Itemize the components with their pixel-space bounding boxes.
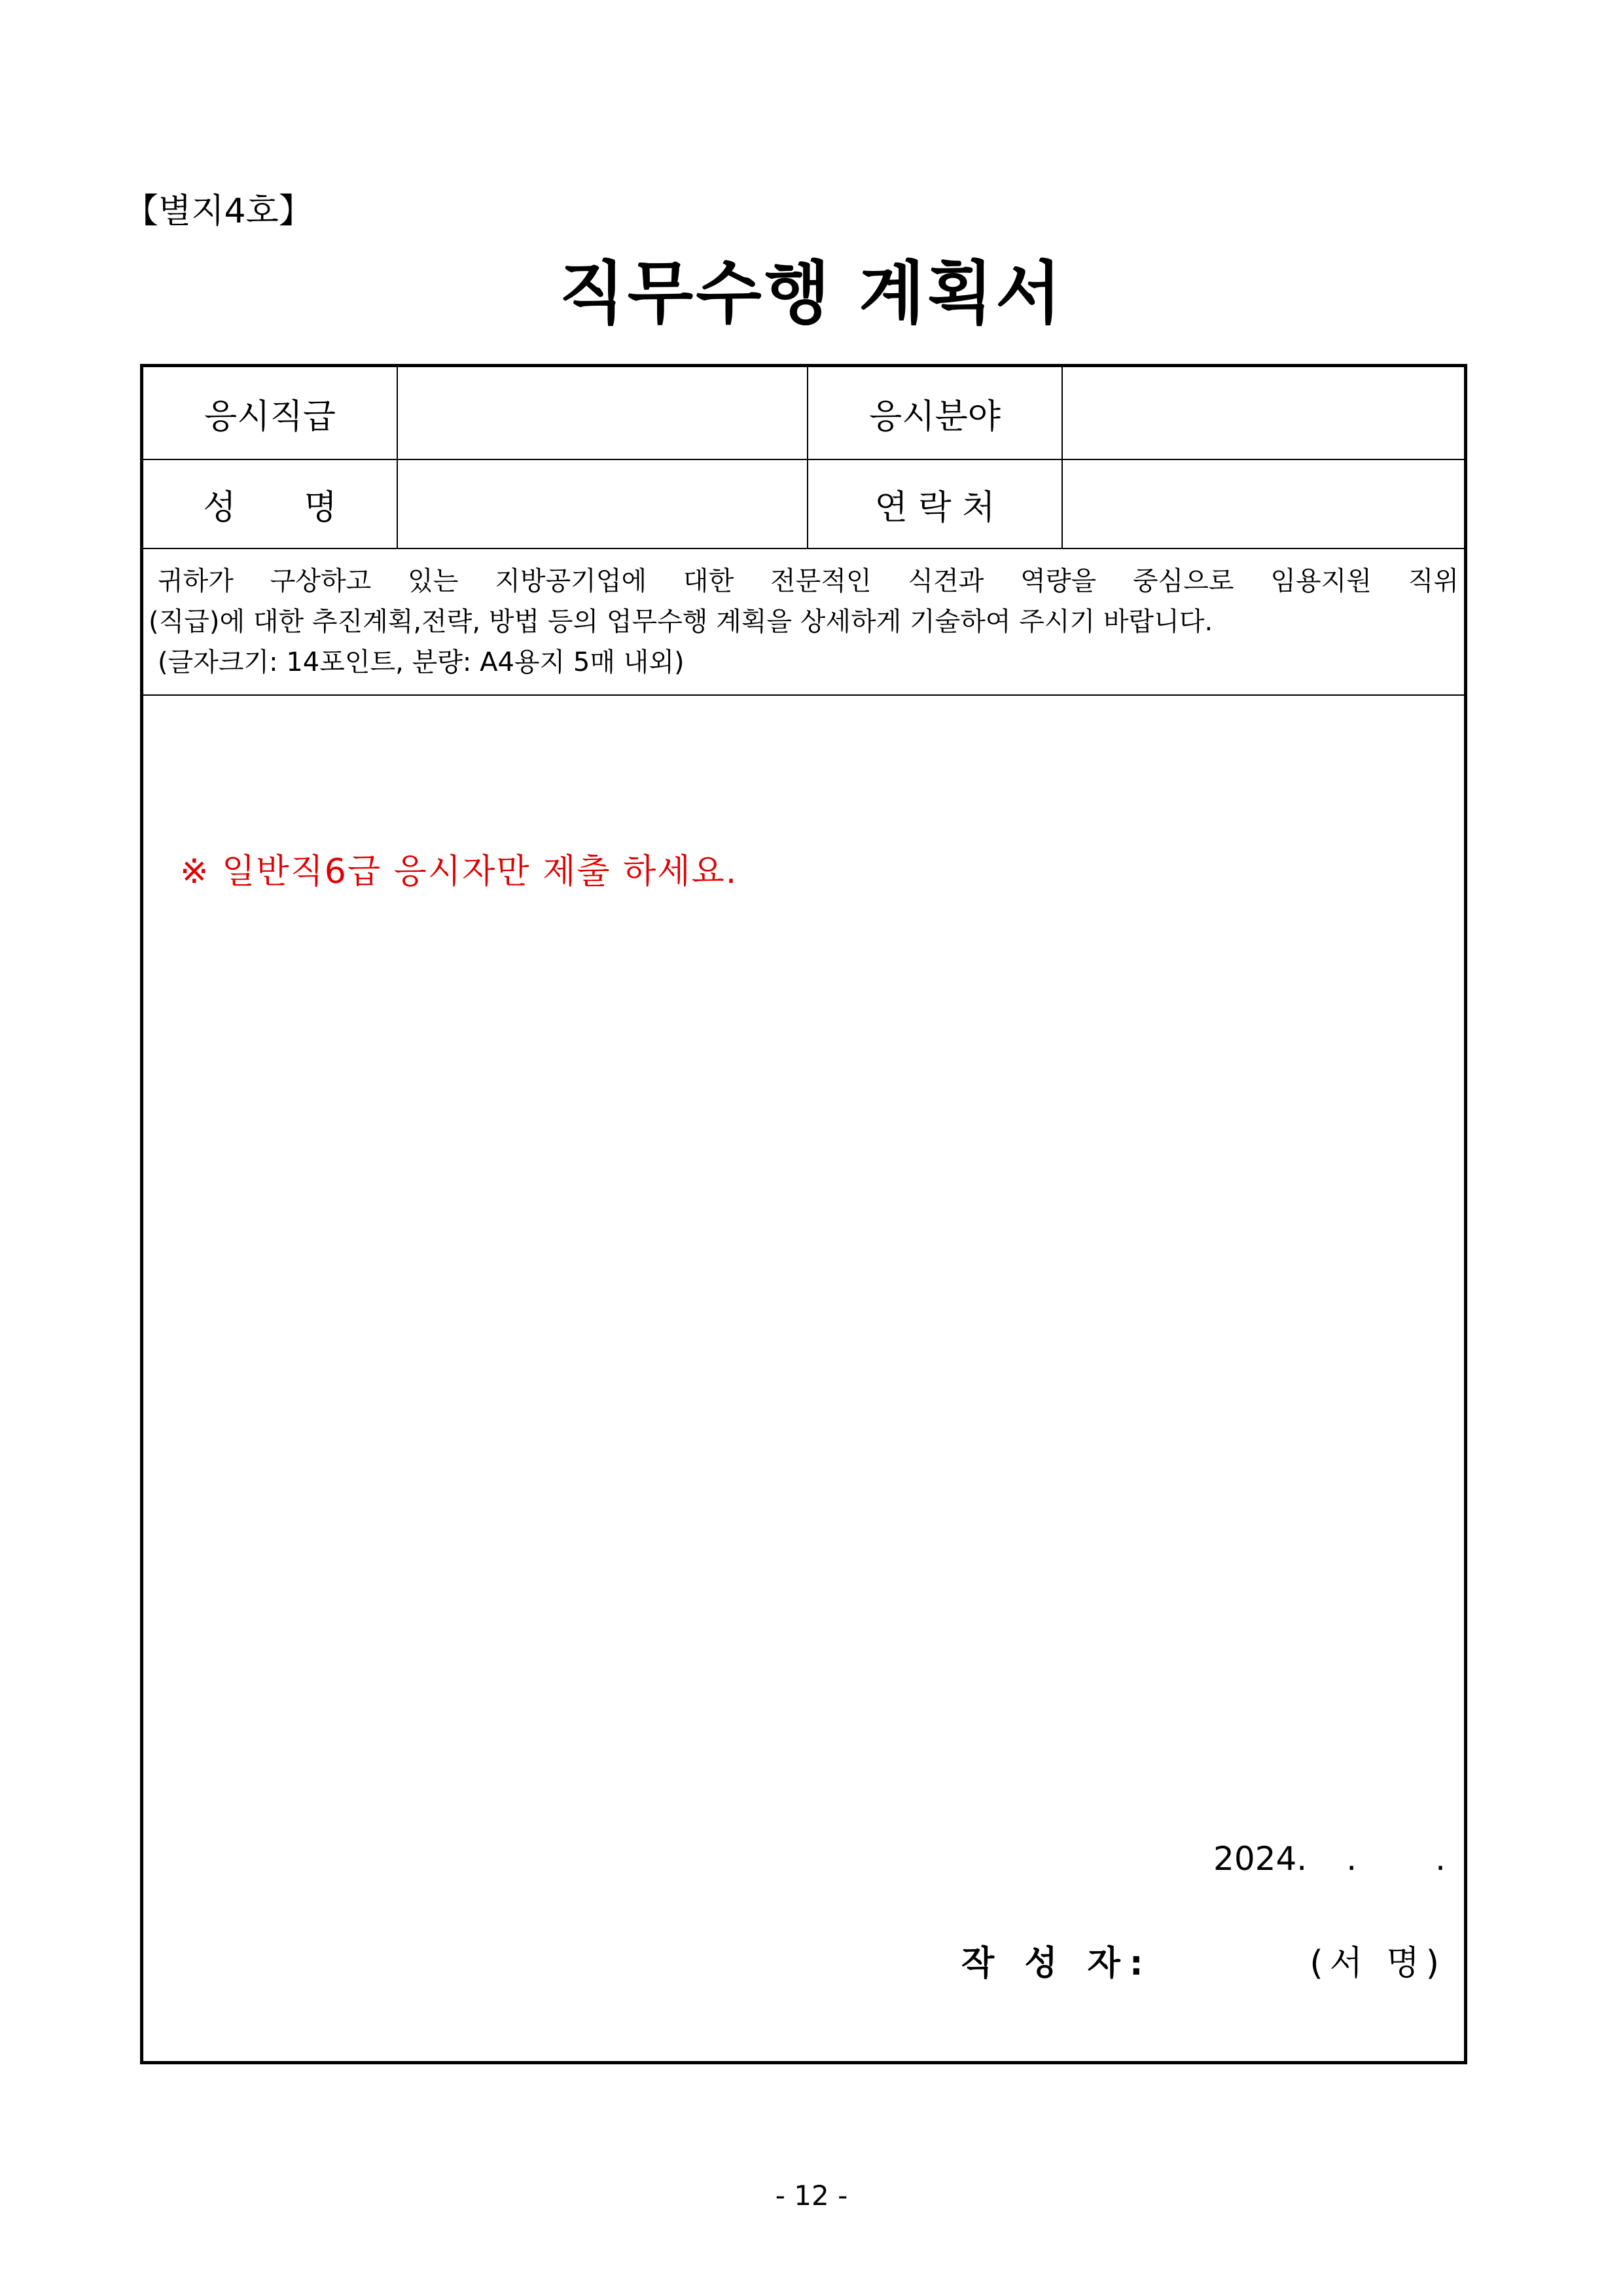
- document-title: 직무수행 계획서: [559, 253, 1064, 333]
- contact-label-cell: [808, 460, 1063, 548]
- instructions-line-3: (글자크기: 14포인트, 분량: A4용지 5매 내외): [158, 647, 685, 677]
- name-value[interactable]: [398, 460, 807, 548]
- author-label: 작 성 자:: [961, 1944, 1152, 1983]
- name-label-cell: [143, 460, 398, 548]
- page-number: - 12 -: [775, 2179, 848, 2212]
- submission-notice: ※ 일반직6급 응시자만 제출 하세요.: [180, 852, 738, 891]
- grade-value[interactable]: [398, 367, 807, 459]
- contact-input-cell[interactable]: [1063, 460, 1464, 548]
- form-row-name-contact: [143, 460, 1464, 549]
- annex-label: 【별지4호】: [124, 192, 313, 231]
- name-input-cell[interactable]: [398, 460, 808, 548]
- date-day-dot: .: [1435, 1840, 1446, 1878]
- grade-input-cell[interactable]: [398, 367, 808, 459]
- field-value[interactable]: [1063, 367, 1464, 459]
- contact-value[interactable]: [1063, 460, 1464, 548]
- name-label: 성 명: [203, 488, 337, 528]
- field-input-cell[interactable]: [1063, 367, 1464, 459]
- date-year: 2024.: [1213, 1840, 1308, 1878]
- grade-label: 응시직급: [204, 397, 336, 437]
- contact-label: 연 락 처: [874, 488, 995, 528]
- instructions-line-2: (직급)에 대한 추진계획,전략, 방법 등의 업무수행 계획을 상세하게 기술하여 주시기 바랍니다.: [149, 607, 1213, 637]
- date-line: [1213, 1840, 1446, 1878]
- date-month-dot: .: [1346, 1840, 1357, 1878]
- instructions-line-1: 귀하가 구상하고 있는 지방공기업에 대한 전문적인 식견과 역량을 중심으로 임용지원 직위: [158, 566, 1459, 596]
- instructions-block: [143, 549, 1464, 696]
- field-label-cell: [808, 367, 1063, 459]
- form-row-grade-field: [143, 367, 1464, 460]
- signature-label: (서 명): [1310, 1944, 1446, 1983]
- field-label: 응시분야: [869, 397, 1001, 437]
- application-form: [140, 364, 1467, 2064]
- grade-label-cell: [143, 367, 398, 459]
